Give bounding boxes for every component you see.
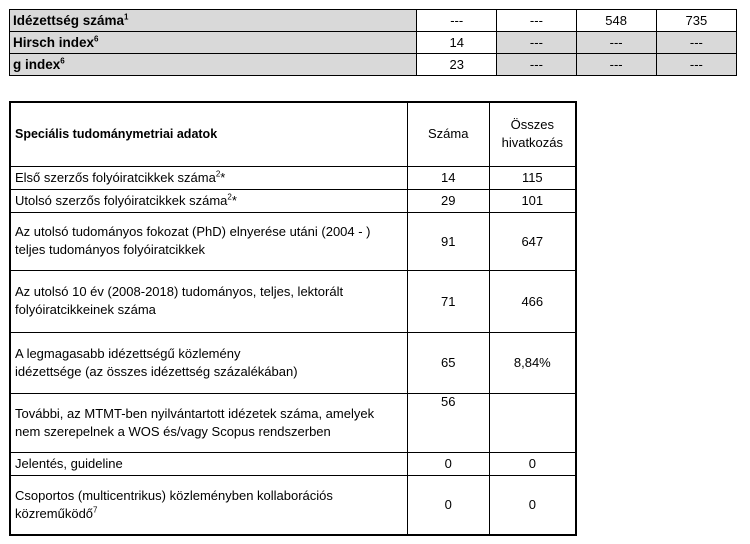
table-row bbox=[10, 212, 576, 270]
row-label: Első szerzős folyóiratcikkek száma$^2$* bbox=[10, 166, 407, 189]
table-row bbox=[10, 270, 576, 332]
row-label: Az utolsó 10 év (2008-2018) tudományos, teljes, lektorált folyóiratcikkeinek száma bbox=[10, 270, 407, 332]
cell: --- bbox=[576, 32, 656, 54]
references-cell: 115 bbox=[489, 166, 576, 189]
cell: --- bbox=[497, 32, 576, 54]
count-cell: 56 bbox=[407, 393, 489, 452]
row-label: Utolsó szerzős folyóiratcikkek száma$^2$* bbox=[10, 189, 407, 212]
table-row bbox=[10, 166, 576, 189]
table-row bbox=[10, 332, 576, 393]
count-cell: 0 bbox=[407, 452, 489, 475]
count-cell: 29 bbox=[407, 189, 489, 212]
table-row bbox=[10, 32, 737, 54]
row-label: Az utolsó tudományos fokozat (PhD) elnyerése utáni (2004 - ) teljes tudományos folyóiratcikkek bbox=[10, 212, 407, 270]
cell: 735 bbox=[656, 10, 736, 32]
count-cell: 71 bbox=[407, 270, 489, 332]
cell: --- bbox=[656, 54, 736, 76]
cell: --- bbox=[656, 32, 736, 54]
table-row bbox=[10, 452, 576, 475]
references-cell bbox=[489, 393, 576, 452]
table-header-label: Speciális tudománymetriai adatok bbox=[10, 102, 407, 166]
row-label: Jelentés, guideline bbox=[10, 452, 407, 475]
table-header-row bbox=[10, 102, 576, 166]
references-cell: 647 bbox=[489, 212, 576, 270]
table-row bbox=[10, 189, 576, 212]
cell: --- bbox=[576, 54, 656, 76]
references-cell: 101 bbox=[489, 189, 576, 212]
table-row bbox=[10, 10, 737, 32]
citation-metrics-table bbox=[9, 9, 737, 76]
count-cell: 0 bbox=[407, 475, 489, 535]
count-cell: 91 bbox=[407, 212, 489, 270]
scientometric-data-table bbox=[9, 101, 577, 536]
row-label: Idézettség száma$^1$ bbox=[10, 10, 417, 32]
cell: --- bbox=[497, 10, 576, 32]
row-label: Csoportos (multicentrikus) közleményben kollaborációs közreműködő$^7$ bbox=[10, 475, 407, 535]
row-label: Hirsch index$^6$ bbox=[10, 32, 417, 54]
references-cell: 0 bbox=[489, 475, 576, 535]
row-label: g index$^6$ bbox=[10, 54, 417, 76]
row-label: További, az MTMT-ben nyilvántartott idézetek száma, amelyek nem szerepelnek a WOS és/vagy Scopus rendszerben bbox=[10, 393, 407, 452]
references-cell: 0 bbox=[489, 452, 576, 475]
column-header-references: Összes hivatkozás bbox=[489, 102, 576, 166]
cell: 14 bbox=[417, 32, 497, 54]
cell: --- bbox=[497, 54, 576, 76]
references-cell: 8,84% bbox=[489, 332, 576, 393]
table-row bbox=[10, 475, 576, 535]
count-cell: 65 bbox=[407, 332, 489, 393]
cell: --- bbox=[417, 10, 497, 32]
row-label: A legmagasabb idézettségű közlemény idézettsége (az összes idézettség százalékában) bbox=[10, 332, 407, 393]
table-row bbox=[10, 54, 737, 76]
references-cell: 466 bbox=[489, 270, 576, 332]
cell: 23 bbox=[417, 54, 497, 76]
table-row bbox=[10, 393, 576, 452]
column-header-count: Száma bbox=[407, 102, 489, 166]
count-cell: 14 bbox=[407, 166, 489, 189]
cell: 548 bbox=[576, 10, 656, 32]
